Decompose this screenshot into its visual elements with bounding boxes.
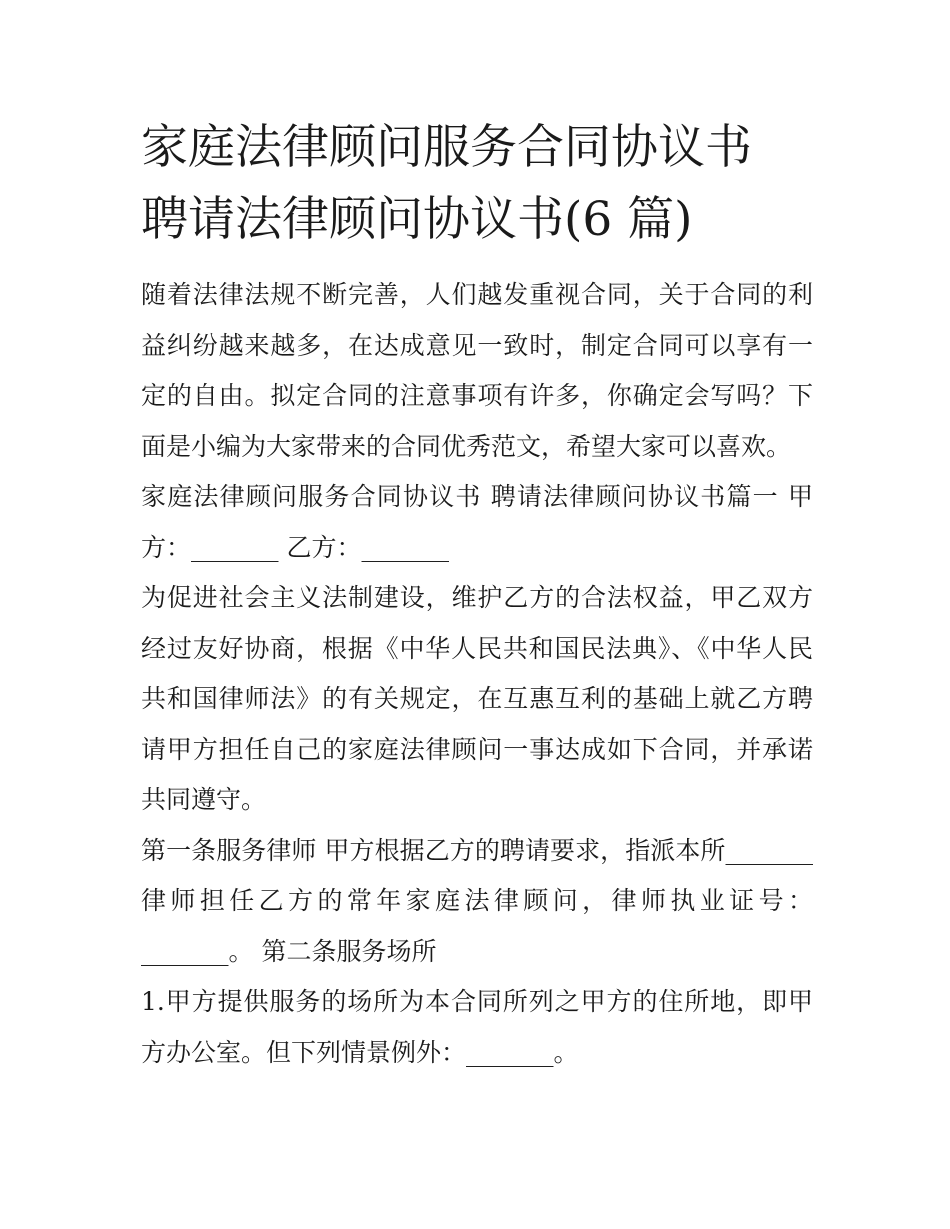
paragraph-intro: 随着法律法规不断完善，人们越发重视合同，关于合同的利益纠纷越来越多，在达成意见一致时，制定合同可以享有一定的自由。拟定合同的注意事项有许多，你确定会写吗？下面是小编为大家带来的合同优秀范文，希望大家可以喜欢。 [141,280,813,461]
title-line-1: 家庭法律顾问服务合同协议书 [141,120,752,175]
paragraph-article-1: 第一条服务律师 甲方根据乙方的聘请要求，指派本所_______律师担任乙方的常年家庭法律顾问，律师执业证号：_______。 第二条服务场所 [141,835,813,966]
title-line-2: 聘请法律顾问协议书(6 篇) [141,192,693,247]
paragraph-purpose: 为促进社会主义法制建设，维护乙方的合法权益，甲乙双方经过友好协商，根据《中华人民共和国民法典》、《中华人民共和国律师法》的有关规定，在互惠互利的基础上就乙方聘请甲方担任自己的家庭法律顾问一事达成如下合同，并承诺共同遵守。 [141,583,813,814]
paragraph-parties: 家庭法律顾问服务合同协议书 聘请法律顾问协议书篇一 甲方：_______ 乙方：_______ [141,482,813,562]
document-title [141,112,813,256]
paragraph-article-2-item-1: 1.甲方提供服务的场所为本合同所列之甲方的住所地，即甲方办公室。但下列情景例外：_______。 [141,987,813,1067]
document-body [141,270,813,1078]
document-page [141,112,813,1078]
